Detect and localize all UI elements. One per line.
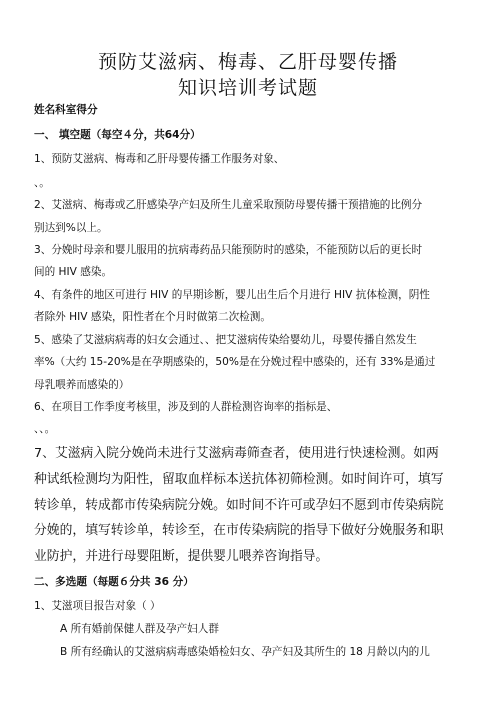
question-line: 、、。 <box>34 423 56 435</box>
question-line: 2、艾滋病、梅毒或乙肝感染孕产妇及所生儿童采取预防母婴传播干预措施的比例分 <box>34 199 423 211</box>
question-line: 1、预防艾滋病、梅毒和乙肝母婴传播工作服务对象、 <box>34 153 285 165</box>
question-line-large: 业防护，并进行母婴阻断，提供婴儿喂养咨询指导。 <box>34 549 329 564</box>
option-b: B 所有经确认的艾滋病病毒感染婚检妇女、孕产妇及其所生的 18 月龄以内的儿 <box>60 646 430 658</box>
question-line: 3、分娩时母亲和婴儿服用的抗病毒药品只能预防时的感染，不能预防以后的更长时 <box>34 244 423 256</box>
document-subtitle: 知识培训考试题 <box>177 77 318 99</box>
section2-heading: 二、多选题（每题６分共 36 分） <box>34 576 194 588</box>
question-line: 、。 <box>34 177 50 189</box>
question-line: 4、有条件的地区可进行 HIV 的早期诊断，婴儿出生后个月进行 HIV 抗体检测，阴性 <box>34 289 430 301</box>
question-line: 6、在项目工作季度考核里，涉及到的人群检测咨询率的指标是、 <box>34 401 338 413</box>
header-info: 姓名科室得分 <box>34 104 98 116</box>
question-line: 5、感染了艾滋病病毒的妇女会通过、、把艾滋病传染给婴幼儿，母婴传播自然发生 <box>34 334 417 346</box>
question-line-large: 转诊单，转成都市传染病院分娩。如时间不许可或孕妇不愿到市传染病院 <box>34 498 444 513</box>
question-line: 母乳喂养而感染的） <box>34 379 130 391</box>
question-line-large: 分娩的，填写转诊单，转诊至，在市传染病院的指导下做好分娩服务和职 <box>34 523 444 538</box>
question-line-large: 种试纸检测均为阳性，留取血样标本送抗体初筛检测。如时间许可，填写 <box>34 472 444 487</box>
question-line: 率%（大约 15-20%是在孕期感染的，50%是在分娩过程中感染的，还有 33%是通过 <box>34 356 436 368</box>
document-title: 预防艾滋病、梅毒、乙肝母婴传播 <box>97 51 398 73</box>
option-a: A 所有婚前保健人群及孕产妇人群 <box>60 623 219 635</box>
question-stem: 1、艾滋项目报告对象（ ） <box>34 600 161 612</box>
question-line: 者除外 HIV 感染，阳性者在个月时做第二次检测。 <box>34 311 271 323</box>
question-line: 别达到%以上。 <box>34 222 108 234</box>
question-line-large: 7、艾滋病入院分娩尚未进行艾滋病毒筛查者，使用进行快速检测。如两 <box>34 446 439 461</box>
question-line: 间的 HIV 感染。 <box>34 266 113 278</box>
section1-heading: 一、 填空题（每空４分，共64分） <box>34 129 201 141</box>
